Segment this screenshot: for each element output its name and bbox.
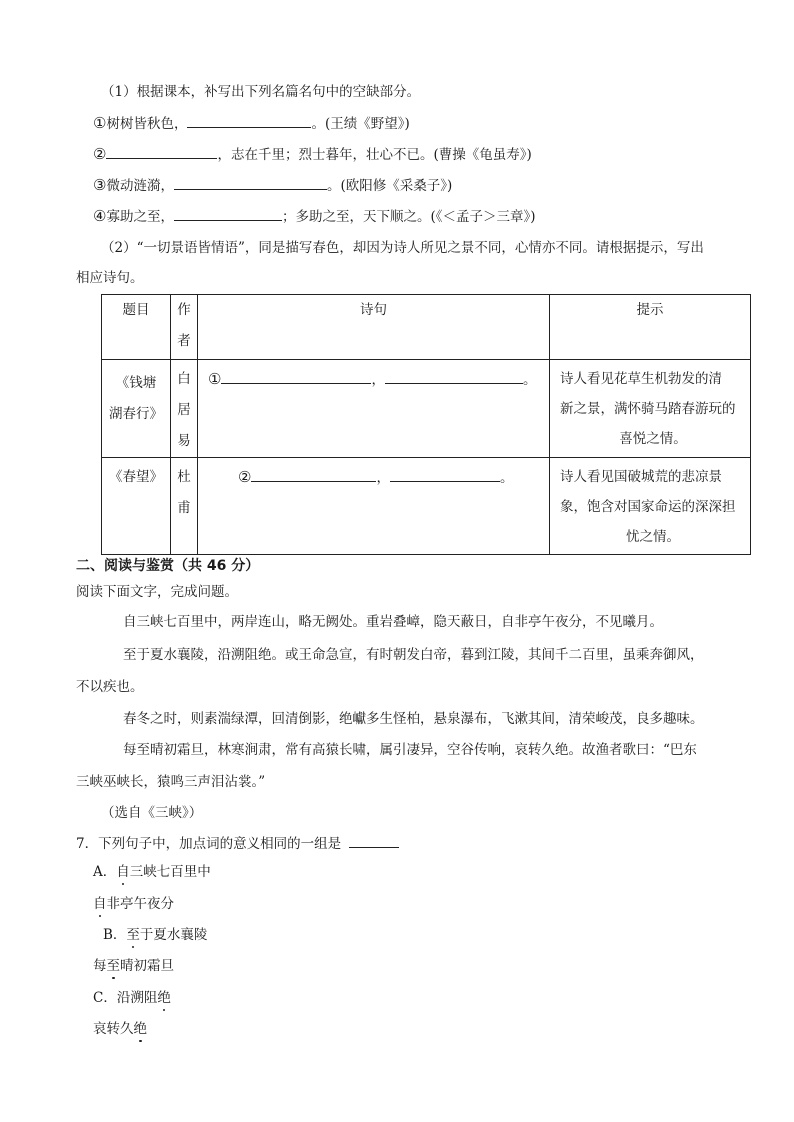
passage-paragraph-3: 春冬之时，则素湍绿潭，回清倒影，绝巘多生怪柏，悬泉瀑布，飞漱其间，清荣峻茂，良多趣味。 <box>123 711 704 727</box>
question-2-line-2: 相应诗句。 <box>76 270 144 286</box>
question-7 <box>76 833 399 854</box>
option-text: 哀转久 <box>93 1021 134 1037</box>
dotted-word: 自 <box>116 864 130 880</box>
option-text: 三峡七百里中 <box>129 864 211 880</box>
option-b-line-2 <box>93 956 174 976</box>
dotted-word: 自 <box>93 896 107 912</box>
question-1-intro: （1）根据课本，补写出下列名篇名句中的空缺部分。 <box>101 84 421 100</box>
question-2-line-1: （2）“一切景语皆情语”，同是描写春色，却因为诗人所见之景不同，心情亦不同。请根据提示，写出 <box>101 240 704 256</box>
item-mark: ① <box>93 114 107 132</box>
cell-title: 《春望》 <box>102 458 171 555</box>
answer-blank[interactable] <box>174 175 327 190</box>
header-title: 题目 <box>102 295 171 360</box>
item-text-after: 。(王绩《野望》) <box>311 116 410 132</box>
option-label: B． <box>103 927 127 943</box>
item-text-before: 微动涟漪， <box>106 178 174 194</box>
option-text: 沿溯阻 <box>116 990 158 1006</box>
passage-paragraph-2-line-2: 不以疾也。 <box>76 679 144 695</box>
item-text-after: 。(欧阳修《采桑子》) <box>326 178 453 194</box>
passage-paragraph-4-line-1: 每至晴初霜旦，林寒涧肃，常有高猿长啸，属引凄异，空谷传响，哀转久绝。故渔者歌曰：“巴东 <box>123 742 697 758</box>
item-mark: ③ <box>93 176 107 194</box>
poem-table <box>101 294 751 555</box>
item-text-before: 树树皆秋色， <box>106 116 188 132</box>
cell-verse: ② ， 。 <box>198 458 550 555</box>
answer-blank[interactable] <box>390 467 500 482</box>
header-author: 作 者 <box>171 295 198 360</box>
option-c-line-1[interactable] <box>93 988 171 1008</box>
section-heading: 二、阅读与鉴赏（共 46 分） <box>76 558 260 574</box>
item-text-after: ，志在千里；烈士暮年，壮心不已。(曹操《龟虽寿》) <box>217 147 532 163</box>
dotted-word: 至 <box>126 927 140 943</box>
answer-blank[interactable] <box>349 833 399 848</box>
answer-blank[interactable] <box>187 113 311 128</box>
answer-blank[interactable] <box>251 467 376 482</box>
passage-source: （选自《三峡》） <box>101 805 203 821</box>
item-text-before: 寡助之至， <box>106 209 174 225</box>
cell-hint: 诗人看见花草生机勃发的清 新之景，满怀骑马踏春游玩的 喜悦之情。 <box>550 360 751 458</box>
fill-item-2 <box>93 144 532 165</box>
item-text-after: ；多助之至，天下顺之。(《＜孟子＞三章》) <box>281 209 536 225</box>
cell-hint: 诗人看见国破城荒的悲凉景 象，饱含对国家命运的深深担 忧之情。 <box>550 458 751 555</box>
answer-blank[interactable] <box>106 144 217 159</box>
header-hint: 提示 <box>550 295 751 360</box>
option-text: 晴初霜旦 <box>120 958 174 974</box>
passage-paragraph-1: 自三峡七百里中，两岸连山，略无阙处。重岩叠嶂，隐天蔽日，自非亭午夜分，不见曦月。 <box>123 614 663 630</box>
option-label: C． <box>93 990 117 1006</box>
option-c-line-2 <box>93 1019 147 1039</box>
fill-item-1 <box>93 113 410 134</box>
answer-blank[interactable] <box>385 369 523 384</box>
question-7-text: 7．下列句子中，加点词的意义相同的一组是 <box>76 836 342 852</box>
item-mark: ② <box>238 468 252 486</box>
item-mark: ④ <box>93 207 107 225</box>
option-a-line-1[interactable] <box>93 862 211 882</box>
option-text: 非亭午夜分 <box>106 896 174 912</box>
fill-item-4 <box>93 206 536 227</box>
option-label: A． <box>93 864 117 880</box>
cell-author: 白 居 易 <box>171 360 198 458</box>
option-text: 于夏水襄陵 <box>139 927 208 943</box>
dotted-word: 至 <box>106 958 120 974</box>
table-row <box>102 458 751 555</box>
item-mark: ① <box>208 370 222 388</box>
header-verse: 诗句 <box>198 295 550 360</box>
item-mark: ② <box>93 145 107 163</box>
cell-verse: ① ， 。 <box>198 360 550 458</box>
passage-paragraph-4-line-2: 三峡巫峡长，猿鸣三声泪沾裳。” <box>76 774 266 790</box>
answer-blank[interactable] <box>221 369 371 384</box>
answer-blank[interactable] <box>174 206 282 221</box>
table-row <box>102 360 751 458</box>
table-header-row <box>102 295 751 360</box>
option-b-line-1[interactable] <box>103 925 207 945</box>
passage-paragraph-2-line-1: 至于夏水襄陵，沿溯阻绝。或王命急宣，有时朝发白帝，暮到江陵，其间千二百里，虽乘奔御风， <box>123 647 704 663</box>
dotted-word: 绝 <box>157 990 171 1006</box>
cell-author: 杜 甫 <box>171 458 198 555</box>
fill-item-3 <box>93 175 452 196</box>
option-a-line-2 <box>93 894 174 914</box>
cell-title: 《钱塘 湖春行》 <box>102 360 171 458</box>
reading-instruction: 阅读下面文字，完成问题。 <box>76 584 238 600</box>
dotted-word: 绝 <box>133 1021 147 1037</box>
option-text: 每 <box>93 958 107 974</box>
